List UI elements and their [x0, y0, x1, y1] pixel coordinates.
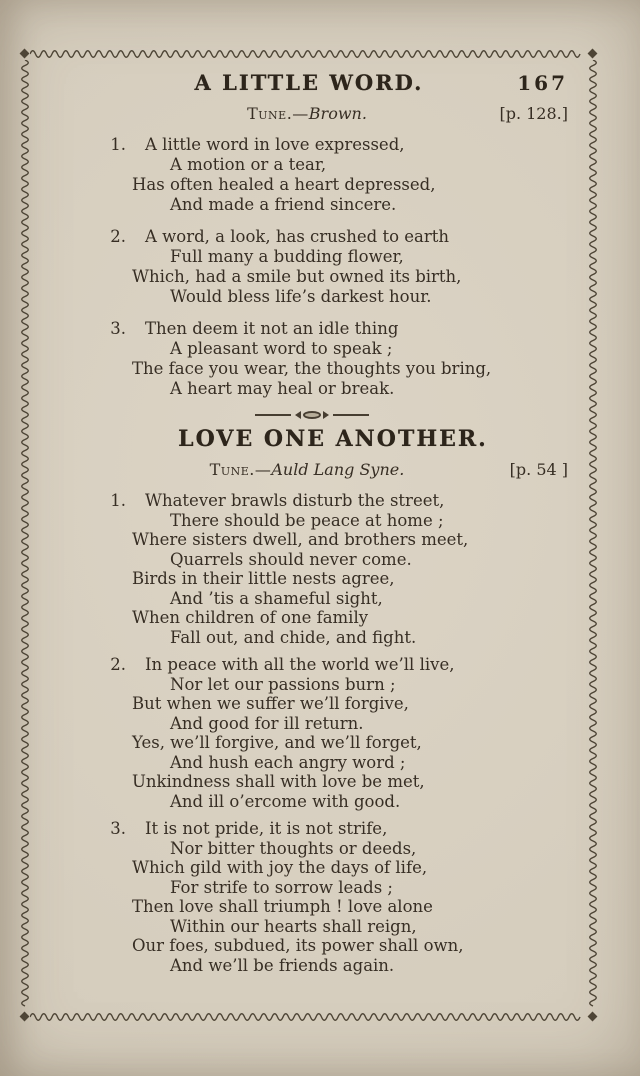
- divider-chevron-right-icon: [323, 411, 329, 419]
- verse-line: The face you wear, the thoughts you bring,: [132, 359, 492, 378]
- verse-line: A heart may heal or break.: [170, 379, 395, 398]
- verse-line: Would bless life’s darkest hour.: [170, 287, 432, 306]
- verse-line: Which gild with joy the days of life,: [132, 858, 428, 877]
- verse-line: Quarrels should never come.: [170, 549, 412, 569]
- verse-lines: [132, 491, 568, 647]
- verse-line: For strife to sorrow leads ;: [170, 877, 393, 897]
- section-divider-ornament: [81, 411, 543, 419]
- verse-line: It is not pride, it is not strife,: [145, 819, 388, 838]
- verse-line: Has often healed a heart depressed,: [132, 175, 436, 194]
- verse-number: 3.: [110, 819, 126, 838]
- verse-lines: [132, 227, 568, 307]
- song-title: A LITTLE WORD.: [194, 70, 424, 95]
- tune-row: [106, 460, 568, 481]
- verse-number: 3.: [110, 319, 126, 338]
- verse: [106, 491, 568, 647]
- verse: [106, 819, 568, 975]
- song-section-a-little-word: [106, 70, 568, 399]
- verse: [106, 135, 568, 215]
- divider-chevron-left-icon: [295, 411, 301, 419]
- corner-ornament-bottom-left-icon: [20, 1012, 30, 1022]
- verse-number: 2.: [110, 227, 126, 246]
- song-section-love-one-another: [106, 426, 568, 975]
- verse-line: When children of one family: [132, 608, 369, 627]
- tune-line: [210, 460, 405, 479]
- verse-lines: [132, 319, 568, 399]
- verse-line: And ill o’ercome with good.: [170, 791, 401, 811]
- verse-line: Nor let our passions burn ;: [170, 674, 396, 694]
- verse-line: And made a friend sincere.: [170, 195, 397, 214]
- tune-page-ref: [p. 128.]: [499, 104, 568, 123]
- verse-lines: [132, 819, 568, 975]
- verse-line: A little word in love expressed,: [145, 135, 405, 154]
- verse-line: In peace with all the world we’ll live,: [145, 655, 455, 674]
- border-right-ornament: [589, 60, 597, 1010]
- verse-line: And ’tis a shameful sight,: [170, 588, 383, 608]
- divider-lens-icon: [303, 411, 321, 419]
- verse-line: Unkindness shall with love be met,: [132, 772, 425, 791]
- wavy-rule-icon: [22, 60, 29, 1006]
- tune-name: Brown.: [308, 104, 367, 123]
- verse-line: Where sisters dwell, and brothers meet,: [132, 530, 469, 549]
- corner-ornament-top-right-icon: [588, 49, 598, 59]
- verse-line: Our foes, subdued, its power shall own,: [132, 936, 464, 955]
- verse-lines: [132, 655, 568, 811]
- page-number: 167: [517, 71, 568, 95]
- song-title: LOVE ONE ANOTHER.: [178, 426, 488, 452]
- verse-line: Nor bitter thoughts or deeds,: [170, 838, 417, 858]
- tune-page-ref: [p. 54 ]: [509, 460, 568, 479]
- verse-number: 2.: [110, 655, 126, 674]
- verse-line: Full many a budding flower,: [170, 247, 404, 266]
- tune-label: Tune.—: [247, 104, 309, 123]
- corner-ornament-bottom-right-icon: [588, 1012, 598, 1022]
- verse: [106, 227, 568, 307]
- verse: [106, 655, 568, 811]
- border-bottom-ornament: [30, 1013, 582, 1021]
- page-content: [106, 70, 568, 983]
- tune-name: Auld Lang Syne.: [271, 460, 405, 479]
- song-header: [106, 426, 568, 456]
- verse-number: 1.: [110, 135, 126, 154]
- verse-line: Whatever brawls disturb the street,: [145, 491, 445, 510]
- wavy-rule-icon: [30, 1014, 580, 1021]
- verse-line: A word, a look, has crushed to earth: [145, 227, 450, 246]
- tune-label: Tune.—: [209, 460, 272, 479]
- divider-dash-icon: [333, 414, 369, 416]
- verse-line: Then love shall triumph ! love alone: [132, 897, 433, 916]
- verse-line: Birds in their little nests agree,: [132, 569, 395, 588]
- verse-line: Fall out, and chide, and fight.: [170, 627, 417, 647]
- verse-line: A pleasant word to speak ;: [170, 339, 393, 358]
- tune-line: [247, 104, 367, 123]
- verse-line: And good for ill return.: [170, 713, 364, 733]
- verse-line: But when we suffer we’ll forgive,: [132, 694, 409, 713]
- tune-row: [106, 104, 568, 125]
- divider-dash-icon: [255, 414, 291, 416]
- song-header: [106, 70, 568, 100]
- verse-number: 1.: [110, 491, 126, 510]
- border-top-ornament: [30, 50, 582, 58]
- corner-ornament-top-left-icon: [20, 49, 30, 59]
- verse-line: And hush each angry word ;: [170, 752, 406, 772]
- verse-line: Then deem it not an idle thing: [145, 319, 399, 338]
- verse-lines: [132, 135, 568, 215]
- verse: [106, 319, 568, 399]
- border-left-ornament: [21, 60, 29, 1010]
- verse-line: And we’ll be friends again.: [170, 955, 395, 975]
- wavy-rule-icon: [30, 51, 580, 58]
- wavy-rule-icon: [590, 60, 597, 1006]
- verse-line: Yes, we’ll forgive, and we’ll forget,: [132, 733, 422, 752]
- verse-line: There should be peace at home ;: [170, 510, 444, 530]
- verse-line: Which, had a smile but owned its birth,: [132, 267, 462, 286]
- verse-line: Within our hearts shall reign,: [170, 916, 417, 936]
- verse-line: A motion or a tear,: [170, 155, 327, 174]
